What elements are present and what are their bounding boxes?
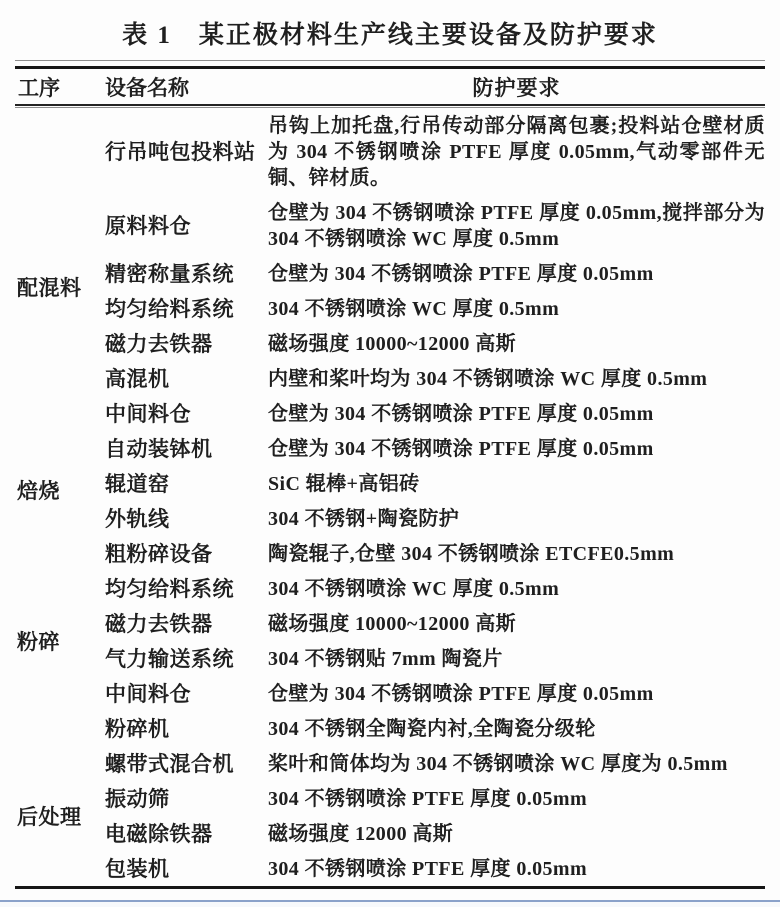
table-row bbox=[15, 641, 765, 676]
requirement-cell: 仓壁为 304 不锈钢喷涂 PTFE 厚度 0.05mm bbox=[268, 403, 654, 425]
table-top-rule bbox=[15, 60, 765, 69]
equipment-name-cell: 外轨线 bbox=[105, 507, 170, 531]
requirement-cell: 304 不锈钢+陶瓷防护 bbox=[268, 508, 460, 530]
table-bottom-rule bbox=[15, 886, 765, 889]
table-row bbox=[15, 711, 765, 746]
table-row bbox=[15, 291, 765, 326]
requirement-cell: 304 不锈钢喷涂 PTFE 厚度 0.05mm bbox=[268, 788, 588, 810]
equipment-name-cell: 原料料仓 bbox=[105, 214, 191, 238]
requirement-cell: 304 不锈钢贴 7mm 陶瓷片 bbox=[268, 648, 503, 670]
equipment-name-cell: 辊道窑 bbox=[105, 472, 170, 496]
table-row bbox=[15, 108, 765, 195]
table-body bbox=[15, 108, 765, 886]
process-cell: 后处理 bbox=[17, 805, 82, 829]
equipment-name-cell: 中间料仓 bbox=[105, 402, 191, 426]
equipment-name-cell: 均匀给料系统 bbox=[105, 577, 234, 601]
requirement-cell: 磁场强度 10000~12000 高斯 bbox=[268, 333, 517, 355]
equipment-name-cell: 行吊吨包投料站 bbox=[105, 140, 256, 164]
requirement-cell: 桨叶和筒体均为 304 不锈钢喷涂 WC 厚度为 0.5mm bbox=[268, 753, 728, 775]
table-row bbox=[15, 816, 765, 851]
table-row bbox=[15, 195, 765, 256]
equipment-name-cell: 包装机 bbox=[105, 857, 170, 881]
bottom-tint-strip bbox=[0, 902, 780, 907]
equipment-table bbox=[15, 108, 765, 886]
header-equipment: 设备名称 bbox=[105, 75, 189, 100]
process-cell: 配混料 bbox=[17, 276, 82, 300]
table-row bbox=[15, 326, 765, 361]
requirement-cell: 磁场强度 12000 高斯 bbox=[268, 823, 454, 845]
table-title: 表 1 某正极材料生产线主要设备及防护要求 bbox=[122, 22, 658, 49]
table-row bbox=[15, 571, 765, 606]
equipment-name-cell: 振动筛 bbox=[105, 787, 170, 811]
equipment-name-cell: 磁力去铁器 bbox=[105, 612, 213, 636]
table-row bbox=[15, 606, 765, 641]
equipment-name-cell: 高混机 bbox=[105, 367, 170, 391]
table-row bbox=[15, 851, 765, 886]
requirement-cell: 304 不锈钢喷涂 WC 厚度 0.5mm bbox=[268, 578, 560, 600]
requirement-cell: 仓壁为 304 不锈钢喷涂 PTFE 厚度 0.05mm bbox=[268, 438, 654, 460]
table-header-row bbox=[15, 69, 765, 104]
equipment-name-cell: 电磁除铁器 bbox=[105, 822, 213, 846]
process-cell: 粉碎 bbox=[17, 630, 60, 654]
table-row bbox=[15, 256, 765, 291]
equipment-name-cell: 均匀给料系统 bbox=[105, 297, 234, 321]
requirement-cell: 仓壁为 304 不锈钢喷涂 PTFE 厚度 0.05mm bbox=[268, 683, 654, 705]
header-requirement: 防护要求 bbox=[472, 75, 561, 100]
requirement-cell: 磁场强度 10000~12000 高斯 bbox=[268, 613, 517, 635]
table-row bbox=[15, 501, 765, 536]
equipment-name-cell: 精密称量系统 bbox=[105, 262, 234, 286]
requirement-cell: 内壁和桨叶均为 304 不锈钢喷涂 WC 厚度 0.5mm bbox=[268, 368, 708, 390]
requirement-cell: 304 不锈钢全陶瓷内衬,全陶瓷分级轮 bbox=[268, 718, 596, 740]
table-row bbox=[15, 536, 765, 571]
requirement-cell: 304 不锈钢喷涂 WC 厚度 0.5mm bbox=[268, 298, 560, 320]
header-process: 工序 bbox=[18, 75, 60, 100]
table-row bbox=[15, 396, 765, 431]
requirement-cell: 陶瓷辊子,仓壁 304 不锈钢喷涂 ETCFE0.5mm bbox=[268, 543, 675, 565]
table-row bbox=[15, 361, 765, 396]
equipment-table-container bbox=[15, 60, 765, 889]
table-row bbox=[15, 781, 765, 816]
requirement-cell: 仓壁为 304 不锈钢喷涂 PTFE 厚度 0.05mm,搅拌部分为 304 不锈钢喷涂 WC 厚度 0.5mm bbox=[268, 202, 765, 250]
equipment-name-cell: 磁力去铁器 bbox=[105, 332, 213, 356]
requirement-cell: SiC 辊棒+高铝砖 bbox=[268, 473, 420, 495]
process-cell: 焙烧 bbox=[17, 479, 60, 503]
table-row bbox=[15, 676, 765, 711]
equipment-name-cell: 自动装钵机 bbox=[105, 437, 213, 461]
equipment-name-cell: 气力输送系统 bbox=[105, 647, 234, 671]
table-row bbox=[15, 431, 765, 466]
requirement-cell: 仓壁为 304 不锈钢喷涂 PTFE 厚度 0.05mm bbox=[268, 263, 654, 285]
equipment-name-cell: 粗粉碎设备 bbox=[105, 542, 213, 566]
equipment-name-cell: 螺带式混合机 bbox=[105, 752, 234, 776]
equipment-name-cell: 中间料仓 bbox=[105, 682, 191, 706]
equipment-name-cell: 粉碎机 bbox=[105, 717, 170, 741]
table-row bbox=[15, 746, 765, 781]
requirement-cell: 吊钩上加托盘,行吊传动部分隔离包裹;投料站仓壁材质为 304 不锈钢喷涂 PTFE 厚度 0.05mm,气动零部件无铜、锌材质。 bbox=[268, 115, 765, 189]
table-row bbox=[15, 466, 765, 501]
requirement-cell: 304 不锈钢喷涂 PTFE 厚度 0.05mm bbox=[268, 858, 588, 880]
